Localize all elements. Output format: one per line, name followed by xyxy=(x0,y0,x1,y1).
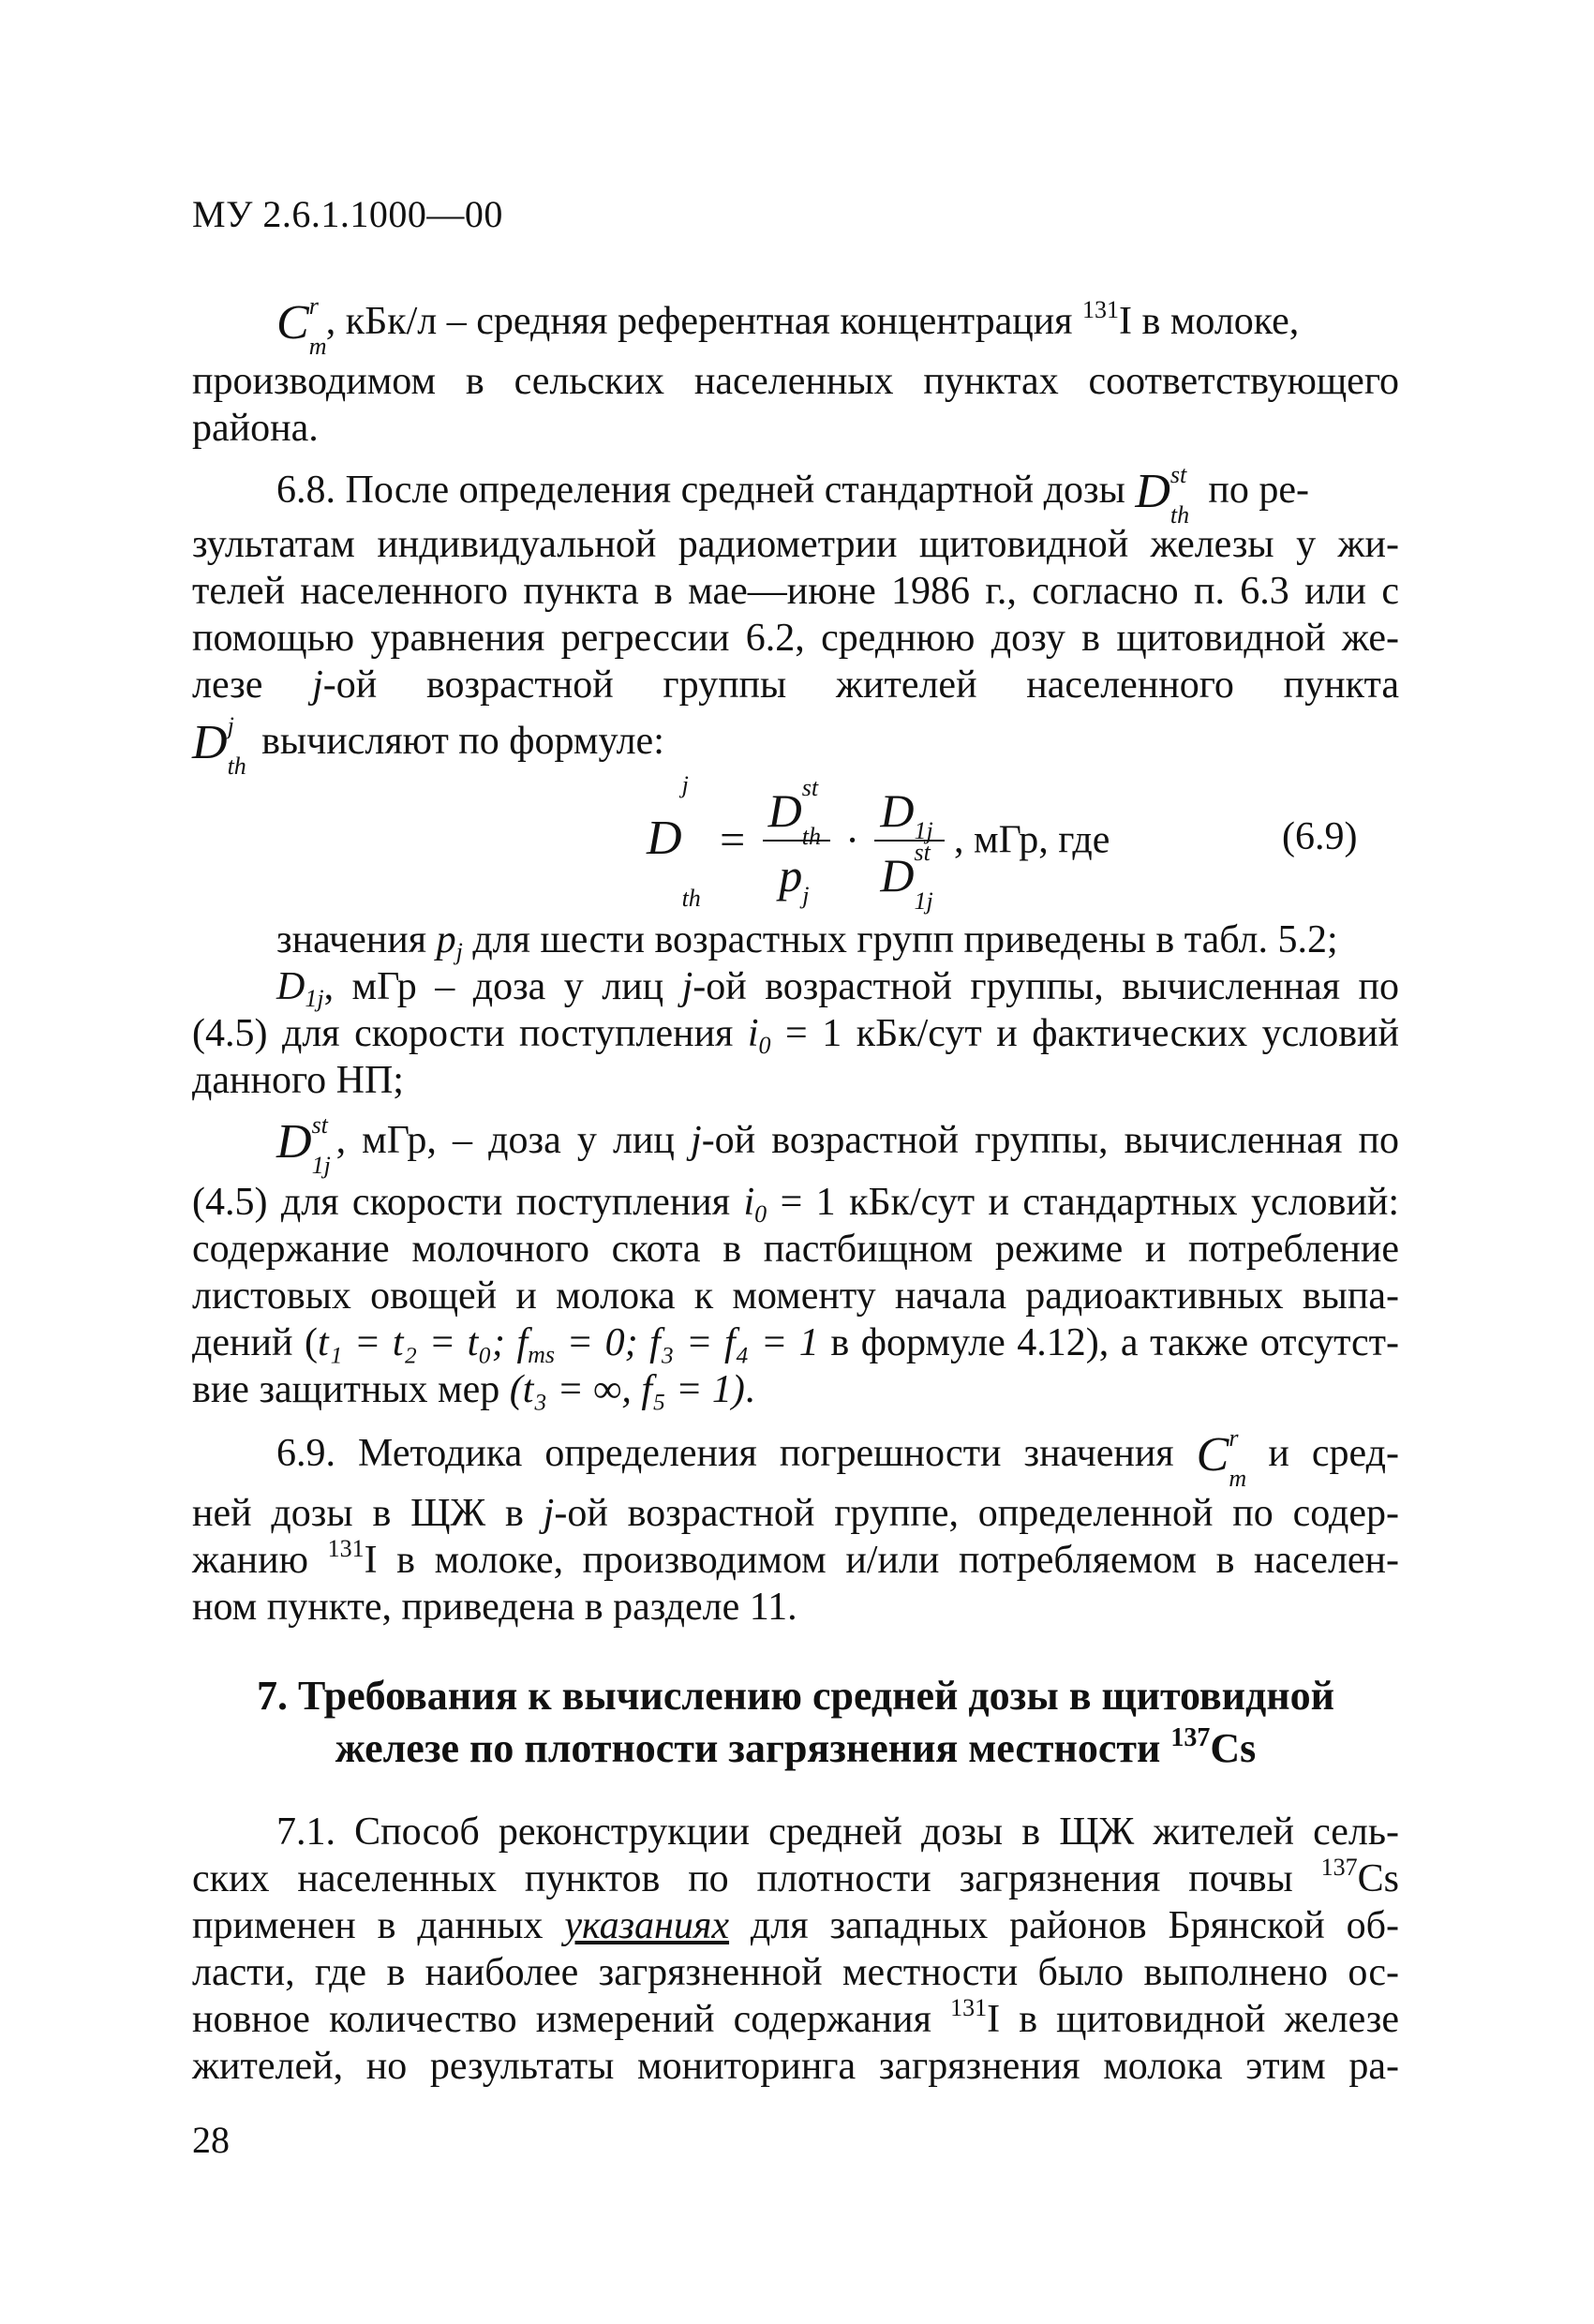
dst-definition-line-2: (4.5) для скорости поступления $i_0 = 1$ кБк/сут и стандартных условий: xyxy=(192,1181,1399,1228)
cm-symbol: C r m xyxy=(276,291,327,360)
para-7-1-line-6: жителей, но результаты мониторинга загрязнения молока этим ра- xyxy=(192,2045,1399,2088)
para-6-8-line-4: помощью уравнения регрессии 6.2, среднюю дозу в щитовидной же- xyxy=(192,617,1399,660)
d1j-definition-line-2: (4.5) для скорости поступления $i_0 = 1$ кБк/сут и фактических условий xyxy=(192,1012,1399,1059)
document-code: МУ 2.6.1.1000—00 xyxy=(192,193,503,235)
fraction-dst-over-pj: D st th p j xyxy=(763,776,830,904)
dst-definition-line-4: листовых овощей и молока к моменту начала радиоактивных выпа- xyxy=(192,1274,1399,1318)
d-st-th-symbol: D st th xyxy=(1135,460,1190,529)
para-6-8-line-1: 6.8. После определения средней стандартной дозы D st th по ре- xyxy=(276,460,1310,529)
section-7-title-line-1: 7. Требования к вычислению средней дозы в щитовидной xyxy=(257,1673,1334,1719)
para-7-1-line-4: ласти, где в наиболее загрязненной местности было выполнено ос- xyxy=(192,1951,1399,1994)
d1j-definition-line-3: данного НП; xyxy=(192,1059,404,1102)
para-6-8-line-3: телей населенного пункта в мае—июне 1986 г., согласно п. 6.3 или с xyxy=(192,570,1399,613)
dst-definition-line-1: D st 1j , мГр, – доза у лиц j-ой возрастной группы, вычисленная по xyxy=(276,1110,1399,1179)
formula-6-9: D j th = D st th p j · D 1j D st 1j , мГр, где xyxy=(647,771,1110,916)
pj-definition: значения $p_j$ для шести возрастных групп приведены в табл. 5.2; xyxy=(276,918,1338,965)
dst-definition-line-5: дений (t₁ = t₂ = t₀; $f_{ms} = 0$; f₃ = f₄ = 1 в формуле 4.12), а также отсутст- xyxy=(192,1321,1399,1368)
para-6-8-line-5: лезе j-ой возрастной группы жителей населенного пункта xyxy=(192,663,1399,707)
fraction-d1j-over-dst1j: D 1j D st 1j xyxy=(874,776,944,904)
para-6-9-line-2: ней дозы в ЩЖ в j-ой возрастной группе, определенной по содер- xyxy=(192,1492,1400,1535)
d-j-th-symbol: D j th xyxy=(192,711,246,780)
para-6-9-line-3: жанию $^{131}$I в молоке, производимом и/или потребляемом в населен- xyxy=(192,1535,1400,1582)
dst-definition-line-6: вие защитных мер (t₃ = ∞, f₅ = 1). xyxy=(192,1368,755,1411)
para-6-8-line-2: зультатам индивидуальной радиометрии щитовидной железы у жи- xyxy=(192,523,1399,566)
para-6-8-line-6: D j th вычисляют по формуле: xyxy=(192,711,664,780)
para-7-1-line-2: ских населенных пунктов по плотности загрязнения почвы $^{137}$Cs xyxy=(192,1854,1399,1900)
para-7-1-line-3: применен в данных указаниях для западных районов Брянской об- xyxy=(192,1904,1400,1947)
para-7-1-line-5: новное количество измерений содержания $^{131}$I в щитовидной железе xyxy=(192,1994,1399,2041)
page-number: 28 xyxy=(192,2119,230,2161)
para-6-9-line-4: ном пункте, приведена в разделе 11. xyxy=(192,1586,797,1629)
para-7-1-line-1: 7.1. Способ реконструкции средней дозы в ЩЖ жителей сель- xyxy=(276,1810,1399,1854)
section-7-title-line-2: железе по плотности загрязнения местности $^{137}$Cs xyxy=(335,1723,1257,1771)
para-6-9-line-1: 6.9. Методика определения погрешности значения C r m и сред- xyxy=(276,1423,1399,1492)
formula-number: (6.9) xyxy=(1282,815,1358,858)
cm-definition-line-3: района. xyxy=(192,407,319,450)
d1j-definition-line-1: $D_{1j}$, мГр – доза у лиц j-ой возрастной группы, вычисленная по xyxy=(276,965,1399,1012)
dst-definition-line-3: содержание молочного скота в пастбищном режиме и потребление xyxy=(192,1228,1399,1271)
cm-definition-line-1: C r m , кБк/л – средняя референтная концентрация $^{131}$I в молоке, xyxy=(276,291,1300,360)
cm-definition-line-2: производимом в сельских населенных пунктах соответствующего xyxy=(192,360,1399,403)
